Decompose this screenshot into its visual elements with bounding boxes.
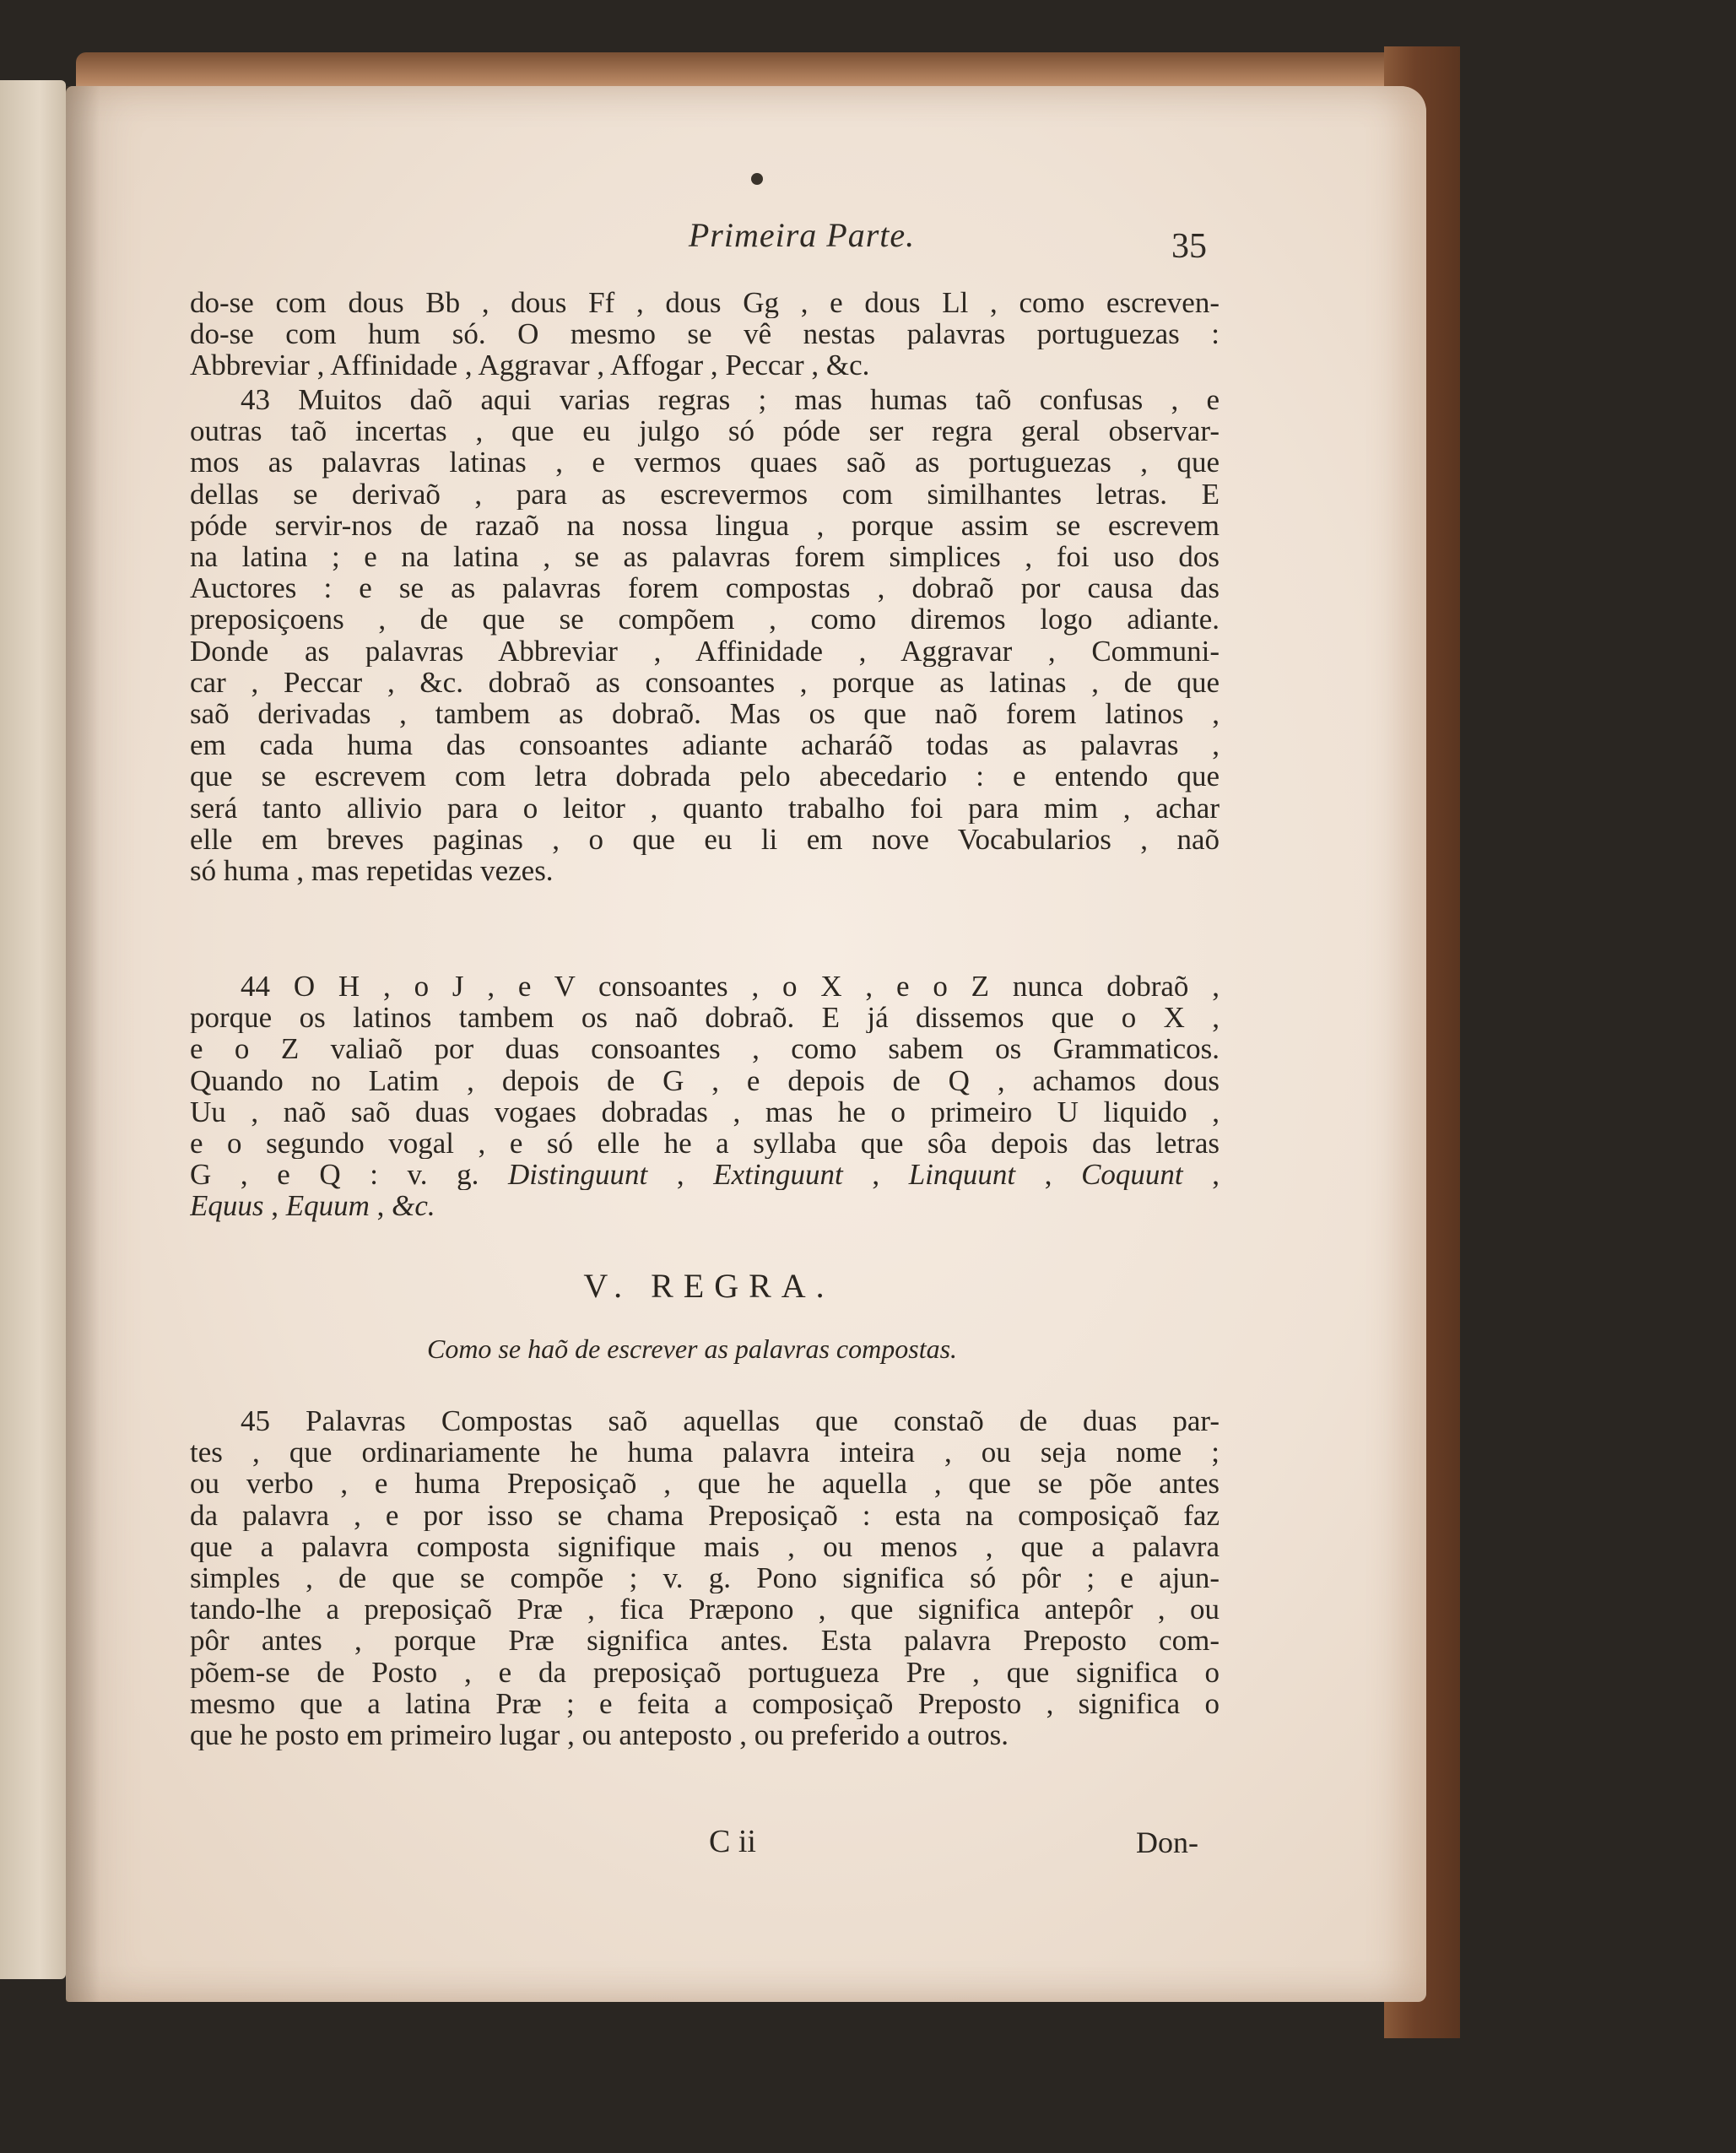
text-line: car , Peccar , &c. dobraõ as consoantes , porque as latinas , de que <box>190 666 1220 699</box>
text-line: que a palavra composta signifique mais , ou menos , que a palavra <box>190 1530 1220 1563</box>
text-line: póde servir-nos de razaõ na nossa lingua , porque assim se escrevem <box>190 509 1220 542</box>
text-line: simples , de que se compõe ; v. g. Pono significa só pôr ; e ajun- <box>190 1562 1220 1594</box>
example-prefix: G , e Q : v. g. <box>190 1159 479 1191</box>
text-line: 45 Palavras Compostas saõ aquellas que constaõ de duas par- <box>241 1405 1220 1437</box>
facing-page-edge <box>0 80 66 1979</box>
catchword: Don- <box>1136 1826 1198 1859</box>
page-gutter-shadow <box>66 86 100 2002</box>
text-line: em cada huma das consoantes adiante acharáõ todas as palavras , <box>190 729 1220 761</box>
text-line: do-se com hum só. O mesmo se vê nestas palavras portuguezas : <box>190 318 1220 350</box>
text-line: que he posto em primeiro lugar , ou anteposto , ou preferido a outros. <box>190 1719 1009 1751</box>
page-number: 35 <box>1171 227 1207 266</box>
text-line: preposiçoens , de que se compõem , como diremos logo adiante. <box>190 603 1220 636</box>
signature-mark: C ii <box>709 1824 756 1859</box>
text-line: tando-lhe a preposiçaõ Præ , fica Præpono , que significa antepôr , ou <box>190 1593 1220 1626</box>
text-line: será tanto allivio para o leitor , quanto trabalho foi para mim , achar <box>190 792 1220 824</box>
text-line: saõ derivadas , tambem as dobraõ. Mas os que naõ forem latinos , <box>190 698 1220 730</box>
text-line: do-se com dous Bb , dous Ff , dous Gg , e dous Ll , como escreven- <box>190 287 1220 319</box>
text-line: outras taõ incertas , que eu julgo só póde ser regra geral observar- <box>190 415 1220 447</box>
paragraph-44 <box>190 971 1220 1222</box>
text-line: Abbreviar , Affinidade , Aggravar , Affogar , Peccar , &c. <box>190 349 870 381</box>
text-line: 44 O H , o J , e V consoantes , o X , e o Z nunca dobraõ , <box>241 971 1220 1003</box>
paragraph-45 <box>190 1405 1220 1750</box>
example-line: Equus , Equum , &c. <box>190 1190 435 1222</box>
text-line: elle em breves paginas , o que eu li em nove Vocabularios , naõ <box>190 823 1220 856</box>
text-line: Donde as palavras Abbreviar , Affinidade , Aggravar , Communi- <box>190 635 1220 667</box>
example-word: Extinguunt <box>713 1159 843 1191</box>
example-word: Linquunt <box>908 1159 1016 1191</box>
text-line: porque os latinos tambem os naõ dobraõ. E já dissemos que o X , <box>190 1002 1220 1034</box>
text-line: pôr antes , porque Præ significa antes. Esta palavra Preposto com- <box>190 1625 1220 1657</box>
text-line: Quando no Latim , depois de G , e depois de Q , achamos dous <box>190 1064 1220 1096</box>
text-line: mos as palavras latinas , e vermos quaes saõ as portuguezas , que <box>190 446 1220 479</box>
example-word: Coquunt <box>1081 1159 1183 1191</box>
text-line: e o segundo vogal , e só elle he a syllaba que sôa depois das letras <box>190 1128 1220 1160</box>
example-word: Distinguunt <box>507 1159 648 1191</box>
text-line: da palavra , e por isso se chama Preposiçaõ : esta na composiçaõ faz <box>190 1499 1220 1531</box>
example-word: &c. <box>392 1190 435 1222</box>
text-line: e o Z valiaõ por duas consoantes , como sabem os Grammaticos. <box>190 1033 1220 1065</box>
paragraph-42-continuation <box>190 287 1220 381</box>
example-word: Equum <box>285 1190 370 1222</box>
rule-subheading: Como se haõ de escrever as palavras compostas. <box>426 1333 958 1364</box>
example-line: G , e Q : v. g. Distinguunt , Extinguunt , Linquunt , Coquunt , <box>190 1159 1220 1191</box>
text-line: Auctores : e se as palavras forem compostas , dobraõ por causa das <box>190 572 1220 604</box>
text-line: mesmo que a latina Præ ; e feita a composiçaõ Preposto , significa o <box>190 1687 1220 1720</box>
text-line: tes , que ordinariamente he huma palavra inteira , ou seja nome ; <box>190 1436 1220 1469</box>
running-head: Primeira Parte. <box>688 216 916 254</box>
text-line: 43 Muitos daõ aqui varias regras ; mas humas taõ confusas , e <box>241 384 1220 416</box>
example-word: Equus <box>190 1190 264 1222</box>
text-line: na latina ; e na latina , se as palavras forem simplices , foi uso dos <box>190 541 1220 573</box>
text-line: só huma , mas repetidas vezes. <box>190 855 554 887</box>
text-line: dellas se derivaõ , para as escrevermos com similhantes letras. E <box>190 478 1220 510</box>
text-line: põem-se de Posto , e da preposiçaõ portugueza Pre , que significa o <box>190 1656 1220 1688</box>
text-line: Uu , naõ saõ duas vogaes dobradas , mas he o primeiro U liquido , <box>190 1095 1220 1128</box>
text-line: ou verbo , e huma Preposiçaõ , que he aquella , que se põe antes <box>190 1468 1220 1500</box>
rule-heading: V. REGRA. <box>583 1267 835 1305</box>
text-line: que se escrevem com letra dobrada pelo abecedario : e entendo que <box>190 760 1220 792</box>
ink-dot <box>751 173 763 185</box>
paragraph-43 <box>190 384 1220 886</box>
